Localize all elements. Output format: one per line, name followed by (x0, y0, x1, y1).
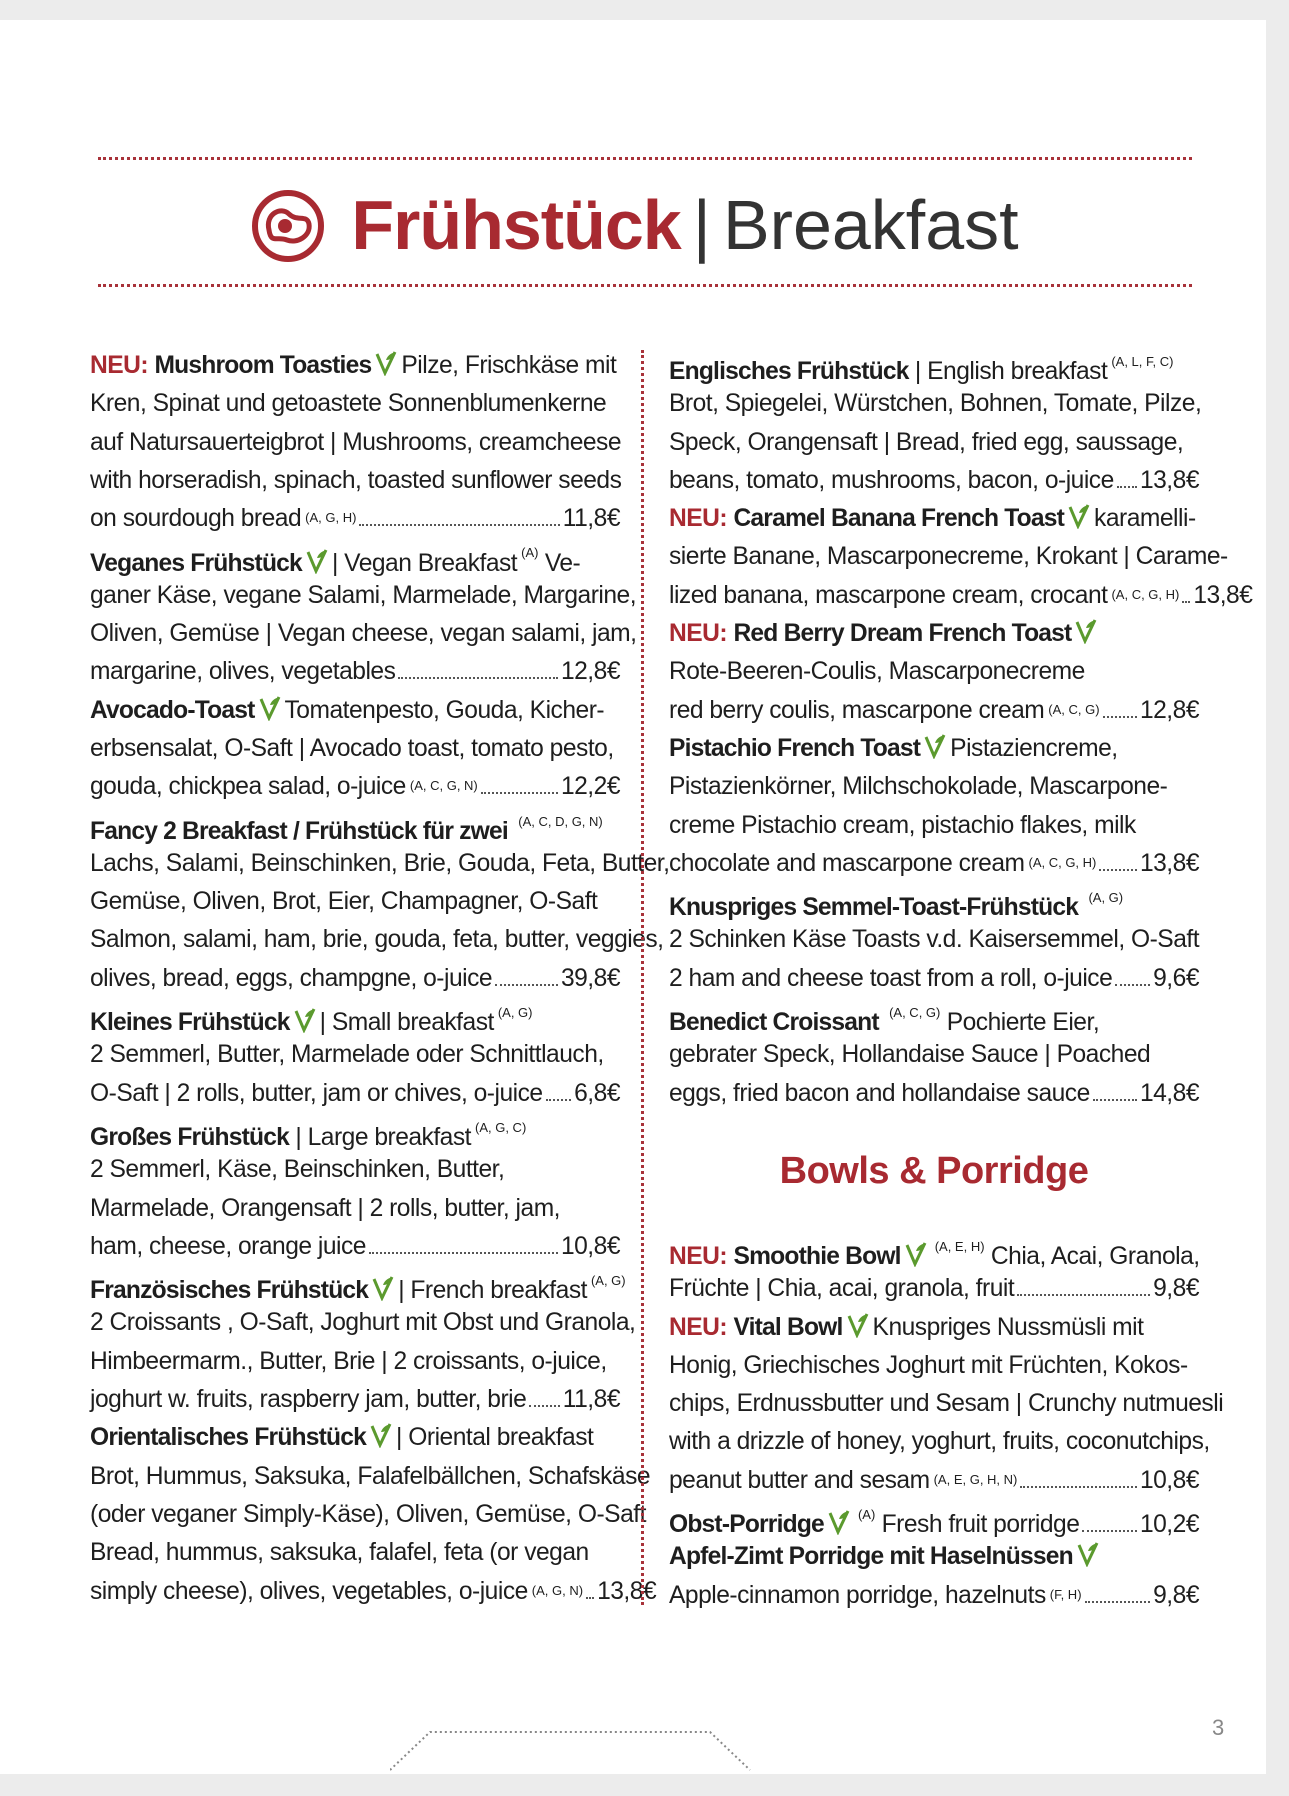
menu-line (669, 424, 1199, 462)
menu-line (90, 1458, 651, 1496)
item-title: Französisches Frühstück (90, 1277, 369, 1305)
menu-line (90, 1573, 657, 1611)
menu-text: Brot, Spiegelei, Würstchen, Bohnen, Tomate, Pilze, (669, 390, 1202, 418)
item-heading (669, 735, 1118, 762)
dot-leader (1103, 716, 1137, 718)
left-menu-column (90, 347, 670, 1611)
menu-line (669, 692, 1199, 730)
menu-line (90, 424, 620, 462)
top-dotted-rule (98, 157, 1192, 160)
allergen-codes: (A, G) (590, 1273, 626, 1289)
dot-leader (495, 984, 558, 986)
vegetarian-icon (846, 1312, 870, 1338)
item-heading (669, 1005, 1100, 1037)
price: 13,8€ (1139, 849, 1199, 877)
item-description: | Small breakfast (319, 1009, 494, 1037)
item-title: Caramel Banana French Toast (733, 505, 1065, 533)
item-description: karamelli- (1094, 505, 1196, 533)
vegetarian-icon (1076, 1541, 1100, 1567)
menu-line (669, 1309, 1199, 1347)
menu-line (90, 845, 670, 883)
menu-line (90, 921, 664, 959)
item-description: Knuspriges Nussmüsli mit (872, 1313, 1144, 1341)
allergen-codes: (A, G, N) (531, 1582, 584, 1598)
item-heading (90, 352, 616, 379)
price: 10,8€ (560, 1232, 620, 1260)
vegetarian-icon (374, 350, 398, 376)
item-title: Veganes Frühstück (90, 549, 302, 577)
item-title: Red Berry Dream French Toast (733, 620, 1072, 648)
menu-text: 2 ham and cheese toast from a roll, o-juice (669, 964, 1113, 992)
vegetarian-icon (1074, 618, 1098, 644)
price: 12,8€ (560, 658, 620, 686)
menu-text: Marmelade, Orangensaft | 2 rolls, butter, jam, (90, 1194, 561, 1222)
menu-line (669, 653, 1199, 691)
price: 39,8€ (560, 964, 620, 992)
item-heading (669, 354, 1174, 386)
menu-line (90, 385, 620, 423)
item-description: Pochierte Eier, (946, 1009, 1100, 1037)
menu-line (669, 998, 1199, 1036)
menu-text: eggs, fried bacon and hollandaise sauce (669, 1079, 1090, 1107)
allergen-codes: (A, C, G) (1048, 701, 1100, 717)
bowls-porridge-heading: Bowls & Porridge (779, 1150, 1089, 1192)
menu-text: red berry coulis, mascarpone cream (669, 696, 1045, 724)
menu-text: peanut butter and sesam (669, 1466, 930, 1494)
price: 6,8€ (574, 1079, 620, 1107)
item-title: Englisches Frühstück (669, 358, 909, 386)
menu-text: Pistazienkörner, Milchschokolade, Mascarpone- (669, 773, 1168, 801)
menu-line (90, 1343, 620, 1381)
price: 9,6€ (1153, 964, 1199, 992)
menu-text: 2 Semmerl, Butter, Marmelade oder Schnittlauch, (90, 1041, 604, 1069)
dot-leader (481, 792, 558, 794)
menu-line (90, 577, 637, 615)
menu-text: Früchte | Chia, acai, granola, fruit (669, 1275, 1015, 1303)
menu-line (669, 1423, 1210, 1461)
item-title: Smoothie Bowl (733, 1243, 901, 1271)
menu-text: ganer Käse, vegane Salami, Marmelade, Margarine, (90, 581, 637, 609)
menu-line (90, 462, 620, 500)
item-title: Vital Bowl (733, 1313, 843, 1341)
price: 9,8€ (1153, 1581, 1199, 1609)
item-title: Mushroom Toasties (154, 352, 372, 379)
allergen-codes: (A, L, F, C) (1111, 354, 1174, 369)
menu-line (90, 1304, 636, 1342)
item-description: Chia, Acai, Granola, (990, 1243, 1200, 1271)
allergen-codes: (A, C, G, H) (1111, 586, 1180, 602)
item-title: Obst-Porridge (669, 1511, 824, 1539)
menu-line (90, 1036, 620, 1074)
header-bottom-dotted-rule (98, 284, 1192, 287)
item-heading (90, 545, 581, 577)
item-description: Pilze, Frischkäse mit (401, 352, 617, 379)
menu-text: auf Natursauerteigbrot | Mushrooms, creamcheese (90, 428, 622, 456)
item-heading (90, 697, 604, 724)
vegetarian-icon (904, 1241, 928, 1267)
menu-text: simply cheese), olives, vegetables, o-juice (90, 1577, 528, 1605)
menu-text: 2 Schinken Käse Toasts v.d. Kaisersemmel, O-Saft (669, 926, 1200, 954)
menu-text: with a drizzle of honey, yoghurt, fruits, coconutchips, (669, 1428, 1210, 1456)
vegetarian-icon (923, 733, 947, 759)
egg-pan-icon (247, 184, 329, 266)
menu-text: Lachs, Salami, Beinschinken, Brie, Gouda, Feta, Butter, (90, 849, 670, 877)
column-divider (641, 350, 644, 1605)
menu-text: beans, tomato, mushrooms, bacon, o-juice (669, 466, 1114, 494)
menu-text: Gemüse, Oliven, Brot, Eier, Champagner, O-Saft (90, 888, 598, 916)
dot-leader (369, 1252, 558, 1254)
menu-line (669, 385, 1202, 423)
menu-line (90, 692, 620, 730)
menu-text: O-Saft | 2 rolls, butter, jam or chives, o-juice (90, 1079, 543, 1107)
section-header (0, 175, 1266, 275)
menu-text: Honig, Griechisches Joghurt mit Früchten, Kokos- (669, 1351, 1188, 1379)
dot-leader (1082, 1530, 1137, 1532)
item-description: | Oriental breakfast (396, 1424, 594, 1452)
menu-line (669, 462, 1199, 500)
menu-text: Rote-Beeren-Coulis, Mascarponecreme (669, 658, 1085, 686)
new-badge: NEU: (669, 1243, 728, 1271)
allergen-codes: (A, C, G) (889, 1005, 941, 1021)
vegetarian-icon (305, 548, 329, 574)
menu-line (669, 1538, 1199, 1576)
menu-text: Salmon, salami, ham, brie, gouda, feta, butter, veggies, (90, 926, 664, 954)
menu-line (669, 1036, 1199, 1074)
menu-line (669, 1075, 1199, 1113)
menu-line (90, 1113, 620, 1151)
dot-leader (398, 677, 558, 679)
price: 13,8€ (597, 1577, 657, 1605)
item-heading (90, 1273, 626, 1305)
allergen-codes: (A, C, G, N) (409, 778, 478, 794)
item-title: Avocado-Toast (90, 696, 255, 724)
new-badge: NEU: (669, 505, 728, 533)
allergen-codes: (A, E, G, H, N) (933, 1471, 1018, 1487)
menu-text: 2 Croissants , O-Saft, Joghurt mit Obst und Granola, (90, 1309, 636, 1337)
menu-line (90, 807, 620, 845)
item-description: Pistaziencreme, (950, 734, 1118, 762)
menu-line (90, 1381, 620, 1419)
menu-text: Himbeermarm., Butter, Brie | 2 croissants, o-juice, (90, 1347, 607, 1375)
dot-leader (1017, 1294, 1150, 1296)
menu-text: chocolate and mascarpone cream (669, 849, 1025, 877)
menu-text: margarine, olives, vegetables (90, 658, 396, 686)
menu-line (669, 1577, 1199, 1615)
allergen-codes: (A, C, G, H) (1028, 854, 1097, 870)
dot-leader (1115, 984, 1150, 986)
item-description: Ve- (544, 549, 581, 577)
menu-line (90, 538, 620, 576)
allergen-codes: (A, E, H) (934, 1239, 985, 1254)
menu-line (669, 1347, 1199, 1385)
menu-line (669, 921, 1199, 959)
dot-leader (1085, 1601, 1151, 1603)
dot-leader (1117, 486, 1137, 488)
page-tab-decoration (390, 1712, 830, 1772)
price: 10,8€ (1139, 1466, 1199, 1494)
price: 14,8€ (1139, 1079, 1199, 1107)
vegetarian-icon (293, 1007, 317, 1033)
item-title: Großes Frühstück (90, 1124, 290, 1152)
item-heading (669, 505, 1196, 532)
item-title: Knuspriges Semmel-Toast-Frühstück (669, 894, 1079, 922)
new-badge: NEU: (669, 1313, 728, 1341)
menu-line (669, 768, 1199, 806)
menu-line (90, 653, 620, 691)
menu-line (669, 1232, 1199, 1270)
bowls-menu-column (669, 1232, 1224, 1615)
dot-leader (1093, 1099, 1137, 1101)
allergen-codes: (A, G) (497, 1005, 533, 1021)
menu-line (669, 500, 1199, 538)
allergen-codes: (A, C, D, G, N) (518, 813, 603, 829)
menu-line (90, 1419, 620, 1457)
menu-line (90, 883, 620, 921)
item-description: Tomatenpesto, Gouda, Kicher- (284, 696, 605, 724)
title-english: Breakfast (722, 186, 1019, 264)
allergen-codes: (A, G, C) (475, 1119, 527, 1135)
menu-text: Oliven, Gemüse | Vegan cheese, vegan salami, jam, (90, 620, 637, 648)
item-title: Fancy 2 Breakfast / Frühstück für zwei (90, 817, 508, 845)
menu-text: gebrater Speck, Hollandaise Sauce | Poached (669, 1041, 1151, 1069)
item-title: Benedict Croissant (669, 1009, 879, 1037)
new-badge: NEU: (669, 620, 728, 648)
vegetarian-icon (1067, 503, 1091, 529)
price: 10,2€ (1139, 1511, 1199, 1539)
item-title: Kleines Frühstück (90, 1009, 290, 1037)
dot-leader (1099, 869, 1137, 871)
menu-line (90, 998, 620, 1036)
page-number: 3 (1212, 1715, 1225, 1740)
menu-text: lized banana, mascarpone cream, crocant (669, 581, 1108, 609)
item-title: Pistachio French Toast (669, 734, 921, 762)
menu-text: Apple-cinnamon porridge, hazelnuts (669, 1581, 1046, 1609)
title-german: Frühstück (351, 186, 681, 264)
vegetarian-icon (369, 1422, 393, 1448)
allergen-codes: (A) (857, 1507, 876, 1523)
item-heading (90, 813, 603, 845)
menu-line (669, 883, 1199, 921)
allergen-codes: (F, H) (1049, 1586, 1082, 1602)
menu-line (669, 1385, 1224, 1423)
item-heading (669, 1543, 1103, 1570)
item-description: | Vegan Breakfast (331, 549, 518, 577)
item-title: Apfel-Zimt Porridge mit Haselnüssen (669, 1543, 1073, 1571)
item-heading (90, 1424, 593, 1451)
menu-text: olives, bread, eggs, champgne, o-juice (90, 964, 493, 992)
menu-line (669, 577, 1253, 615)
menu-text: creme Pistachio cream, pistachio flakes, milk (669, 811, 1136, 839)
allergen-codes: (A) (521, 545, 539, 561)
menu-line (669, 615, 1199, 653)
menu-text: Bread, hummus, saksuka, falafel, feta (or vegan (90, 1539, 589, 1567)
price: 13,8€ (1139, 466, 1199, 494)
menu-line (90, 500, 620, 538)
menu-text: 2 Semmerl, Käse, Beinschinken, Butter, (90, 1156, 505, 1184)
menu-text: ham, cheese, orange juice (90, 1232, 366, 1260)
vegetarian-icon (827, 1509, 851, 1535)
menu-line (90, 1266, 626, 1305)
price: 11,8€ (562, 1386, 620, 1414)
dot-leader (546, 1099, 572, 1101)
menu-text: (oder veganer Simply-Käse), Oliven, Gemüse, O-Saft (90, 1500, 646, 1528)
allergen-codes: (A, G, H) (305, 510, 357, 526)
menu-text: Kren, Spinat und getoastete Sonnenblumenkerne (90, 390, 607, 418)
dot-leader (529, 1405, 560, 1407)
vegetarian-icon (258, 695, 282, 721)
title-separator: | (692, 186, 711, 264)
allergen-codes: (A, G) (1088, 890, 1124, 906)
right-menu-column (669, 347, 1253, 1113)
menu-line (669, 845, 1199, 883)
menu-line (90, 768, 620, 806)
item-title: Orientalisches Frühstück (90, 1424, 367, 1452)
new-badge: NEU: (90, 352, 149, 379)
menu-line (669, 730, 1199, 768)
dot-leader (1020, 1486, 1137, 1488)
price: 9,8€ (1153, 1275, 1199, 1303)
menu-text: gouda, chickpea salad, o-juice (90, 773, 406, 801)
menu-line (90, 960, 620, 998)
menu-line (669, 1462, 1199, 1500)
item-heading (669, 1239, 1200, 1271)
menu-line (669, 1270, 1199, 1308)
menu-line (90, 1534, 620, 1572)
menu-line (669, 807, 1199, 845)
menu-line (90, 730, 620, 768)
menu-line (669, 347, 1199, 385)
dot-leader (586, 1597, 594, 1599)
item-heading (90, 1005, 533, 1037)
price: 12,8€ (1139, 696, 1199, 724)
menu-text: with horseradish, spinach, toasted sunflower seeds (90, 466, 622, 494)
item-heading (669, 1314, 1143, 1341)
menu-line (90, 347, 620, 385)
item-heading (90, 1119, 527, 1152)
price: 12,2€ (560, 773, 620, 801)
item-heading (669, 890, 1124, 922)
menu-line (90, 1496, 646, 1534)
menu-line (669, 960, 1199, 998)
dot-leader (359, 524, 559, 526)
menu-line (669, 538, 1228, 576)
vegetarian-icon (371, 1275, 395, 1301)
item-description: | French breakfast (398, 1277, 587, 1305)
menu-text: sierte Banane, Mascarponecreme, Krokant | Carame- (669, 543, 1228, 571)
price: 11,8€ (562, 505, 620, 533)
item-description: Fresh fruit porridge (881, 1511, 1080, 1539)
menu-line (90, 615, 637, 653)
dot-leader (1182, 601, 1190, 603)
item-description: | English breakfast (914, 358, 1108, 386)
menu-text: on sourdough bread (90, 505, 302, 533)
menu-line (90, 1228, 620, 1266)
price: 13,8€ (1193, 581, 1253, 609)
menu-line (90, 1190, 620, 1228)
menu-page (0, 20, 1266, 1774)
menu-line (90, 1075, 620, 1113)
menu-text: chips, Erdnussbutter und Sesam | Crunchy nutmuesli (669, 1390, 1224, 1418)
menu-line (669, 1500, 1199, 1538)
item-heading (669, 620, 1101, 647)
item-description: | Large breakfast (295, 1124, 471, 1152)
menu-line (90, 1151, 620, 1189)
menu-text: erbsensalat, O-Saft | Avocado toast, tomato pesto, (90, 734, 614, 762)
menu-text: joghurt w. fruits, raspberry jam, butter, brie (90, 1386, 527, 1414)
menu-text: Speck, Orangensaft | Bread, fried egg, saussage, (669, 428, 1184, 456)
menu-text: Brot, Hummus, Saksuka, Falafelbällchen, Schafskäse (90, 1462, 651, 1490)
